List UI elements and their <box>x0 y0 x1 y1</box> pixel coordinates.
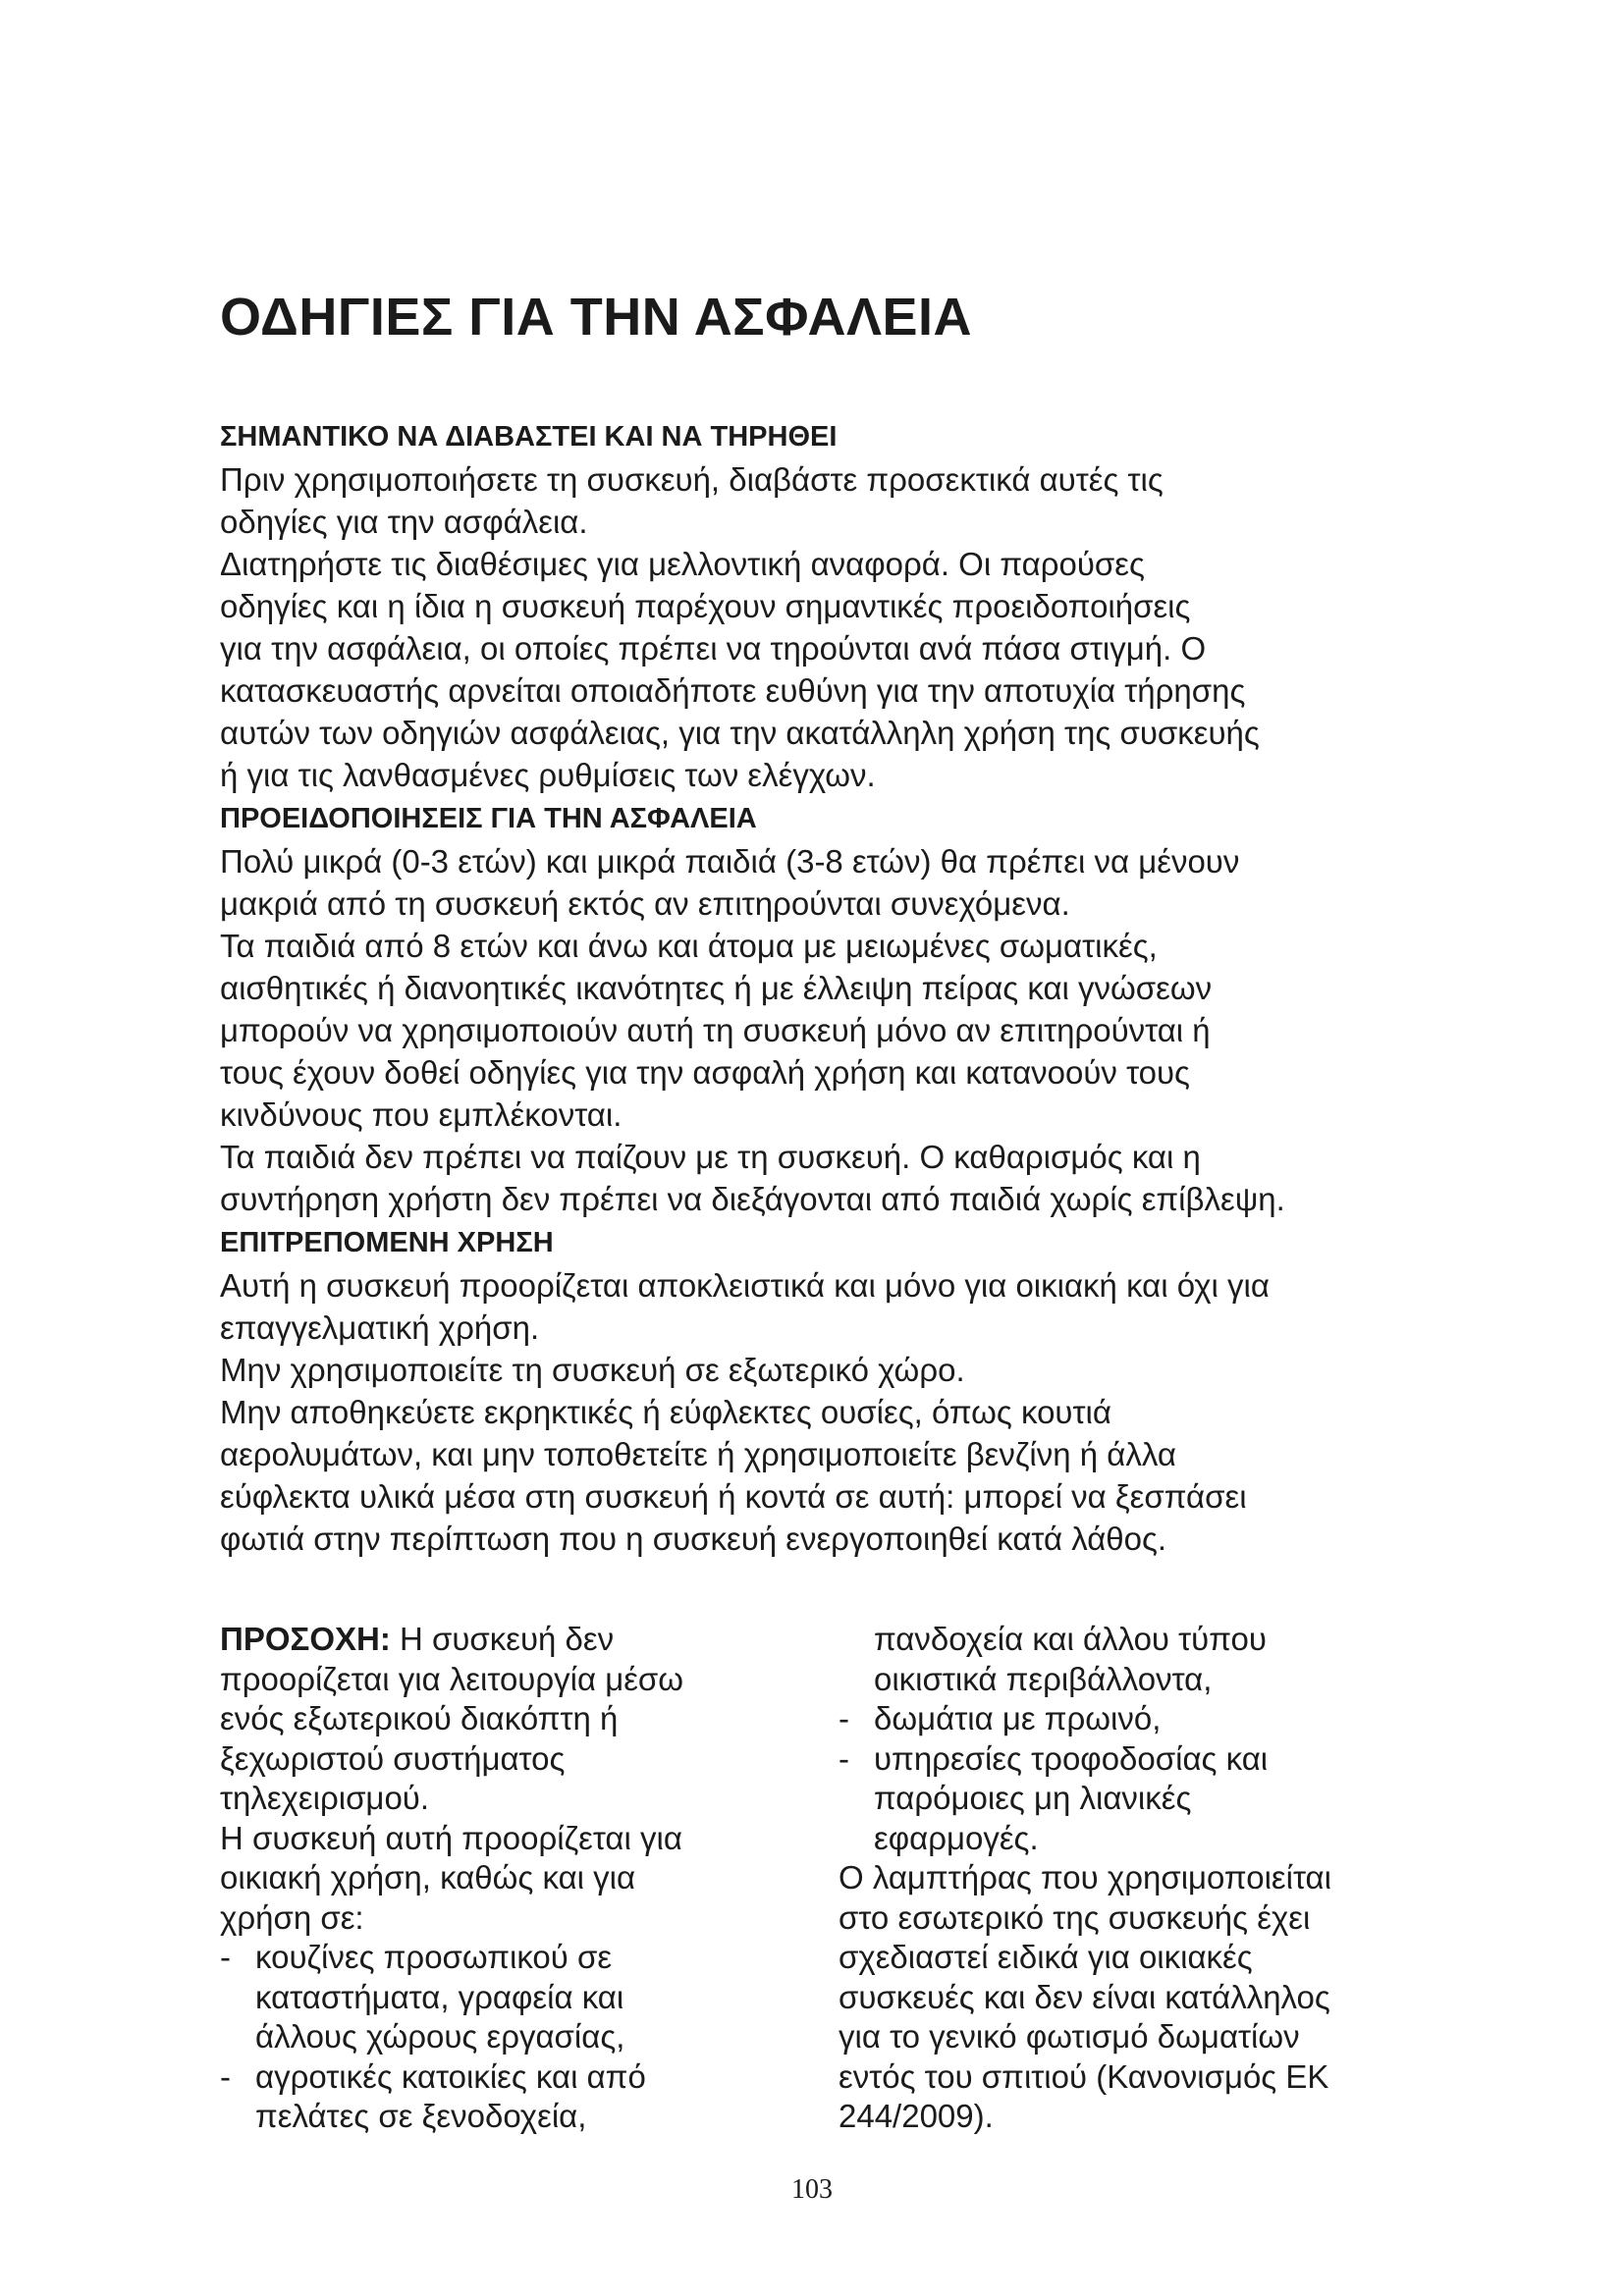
bullet-line: πελάτες σε ξενοδοχεία, <box>255 2098 587 2134</box>
text-line: οδηγίες για την ασφάλεια. <box>220 504 588 540</box>
bullet-line: δωμάτια με πρωινό, <box>874 1700 1162 1736</box>
text-line: ή για τις λανθασμένες ρυθμίσεις των ελέγχων. <box>220 757 876 793</box>
text-line: συντήρηση χρήστη δεν πρέπει να διεξάγονται από παιδιά χωρίς επίβλεψη. <box>220 1181 1285 1217</box>
text-line: ξεχωριστού συστήματος <box>220 1739 566 1777</box>
bullet-dash: - <box>839 1739 849 1777</box>
bullet-continuation-line: πανδοχεία και άλλου τύπου <box>874 1621 1267 1657</box>
text-line: μακριά από τη συσκευή εκτός αν επιτηρούνται συνεχόμενα. <box>220 885 1070 922</box>
text-line: μπορούν να χρησιμοποιούν αυτή τη συσκευή μόνο αν επιτηρούνται ή <box>220 1012 1211 1048</box>
caution-first-line <box>220 1620 770 1660</box>
bullet-continuation-line: οικιστικά περιβάλλοντα, <box>874 1660 1213 1697</box>
text-line: σχεδιαστεί ειδικά για οικιακές <box>839 1939 1253 1975</box>
section-heading-warnings: ΠΡΟΕΙΔΟΠΟΙΗΣΕΙΣ ΓΙΑ ΤΗΝ ΑΣΦΑΛΕΙΑ <box>220 803 757 834</box>
text-line: κατασκευαστής αρνείται οποιαδήποτε ευθύνη για την αποτυχία τήρησης <box>220 672 1246 709</box>
bullet-line: υπηρεσίες τροφοδοσίας και <box>874 1739 1269 1777</box>
text-line: Αυτή η συσκευή προορίζεται αποκλειστικά και μόνο για οικιακή και όχι για <box>220 1267 1270 1304</box>
text-line: 244/2009). <box>839 2098 994 2134</box>
bullet-line: κουζίνες προσωπικού σε <box>255 1939 613 1975</box>
text-line: συσκευές και δεν είναι κατάλληλος <box>839 1978 1330 2015</box>
text-line: κινδύνους που εμπλέκονται. <box>220 1096 623 1133</box>
text-line: Τα παιδιά από 8 ετών και άνω και άτομα με μειωμένες σωματικές, <box>220 928 1158 964</box>
bullet-item <box>839 1699 1437 1739</box>
bullet-line: άλλους χώρους εργασίας, <box>255 2018 625 2055</box>
text-line: Μην χρησιμοποιείτε τη συσκευή σε εξωτερικό χώρο. <box>220 1352 965 1388</box>
text-line: οικιακή χρήση, καθώς και για <box>220 1859 636 1896</box>
bullet-item <box>839 1739 1437 1859</box>
text-line: Τα παιδιά δεν πρέπει να παίζουν με τη συσκευή. Ο καθαρισμός και η <box>220 1139 1201 1175</box>
section-heading-permitted: ΕΠΙΤΡΕΠΟΜΕΝΗ ΧΡΗΣΗ <box>220 1227 554 1258</box>
caution-label: ΠΡΟΣΟΧΗ: <box>220 1621 391 1657</box>
section-heading-important: ΣΗΜΑΝΤΙΚΟ ΝΑ ΔΙΑΒΑΣΤΕΙ ΚΑΙ ΝΑ ΤΗΡΗΘΕΙ <box>220 421 838 453</box>
right-column <box>839 1620 1437 2137</box>
text-line: εντός του σπιτιού (Κανονισμός ΕΚ <box>839 2057 1329 2095</box>
caution-columns <box>220 1620 1437 2134</box>
text-line: Πολύ μικρά (0-3 ετών) και μικρά παιδιά (3-8 ετών) θα πρέπει να μένουν <box>220 843 1240 880</box>
bullet-dash: - <box>839 1700 849 1736</box>
bullet-dash: - <box>220 1939 231 1975</box>
text-line: ενός εξωτερικού διακόπτη ή <box>220 1700 619 1736</box>
text-line: επαγγελματική χρήση. <box>220 1309 540 1346</box>
bullet-item <box>220 1938 770 2057</box>
text-line: Πριν χρησιμοποιήσετε τη συσκευή, διαβάστε προσεκτικά αυτές τις <box>220 461 1164 498</box>
bullet-item <box>220 2057 770 2137</box>
bullet-line: καταστήματα, γραφεία και <box>255 1978 624 2015</box>
text-line: εύφλεκτα υλικά μέσα στη συσκευή ή κοντά σε αυτή: μπορεί να ξεσπάσει <box>220 1478 1247 1515</box>
text-line: χρήση σε: <box>220 1898 364 1936</box>
bullet-dash: - <box>220 2057 231 2095</box>
text-line: φωτιά στην περίπτωση που η συσκευή ενεργοποιηθεί κατά λάθος. <box>220 1521 1167 1557</box>
bullet-line: αγροτικές κατοικίες και από <box>255 2057 646 2095</box>
text-line: Διατηρήστε τις διαθέσιμες για μελλοντική αναφορά. Οι παρούσες <box>220 546 1145 582</box>
text-line: Η συσκευή αυτή προορίζεται για <box>220 1819 682 1856</box>
text-line: αυτών των οδηγιών ασφάλειας, για την ακατάλληλη χρήση της συσκευής <box>220 715 1260 751</box>
text-line: αισθητικές ή διανοητικές ικανότητες ή με έλλειψη πείρας και γνώσεων <box>220 970 1213 1006</box>
text-line: τηλεχειρισμού. <box>220 1780 430 1816</box>
main-text <box>220 416 1437 1560</box>
text-line: οδηγίες και η ίδια η συσκευή παρέχουν σημαντικές προειδοποιήσεις <box>220 588 1191 624</box>
bullet-line: παρόμοιες μη λιανικές <box>874 1780 1192 1816</box>
text-line: αερολυμάτων, και μην τοποθετείτε ή χρησιμοποιείτε βενζίνη ή άλλα <box>220 1436 1176 1472</box>
page-title: ΟΔΗΓΙΕΣ ΓΙΑ ΤΗΝ ΑΣΦΑΛΕΙΑ <box>220 288 972 347</box>
text-line: Ο λαμπτήρας που χρησιμοποιείται <box>839 1859 1331 1896</box>
text-line: προορίζεται για λειτουργία μέσω <box>220 1660 684 1697</box>
text-line: Μην αποθηκεύετε εκρηκτικές ή εύφλεκτες ουσίες, όπως κουτιά <box>220 1394 1111 1430</box>
page-number: 103 <box>791 2174 833 2205</box>
caution-text: Η συσκευή δεν <box>390 1621 615 1657</box>
text-line: στο εσωτερικό της συσκευής έχει <box>839 1898 1311 1936</box>
left-column <box>220 1620 770 2137</box>
text-line: για το γενικό φωτισμό δωματίων <box>839 2018 1300 2055</box>
text-line: τους έχουν δοθεί οδηγίες για την ασφαλή χρήση και κατανοούν τους <box>220 1054 1190 1091</box>
bullet-line: εφαρμογές. <box>874 1819 1039 1856</box>
text-line: για την ασφάλεια, οι οποίες πρέπει να τηρούνται ανά πάσα στιγμή. Ο <box>220 630 1207 667</box>
